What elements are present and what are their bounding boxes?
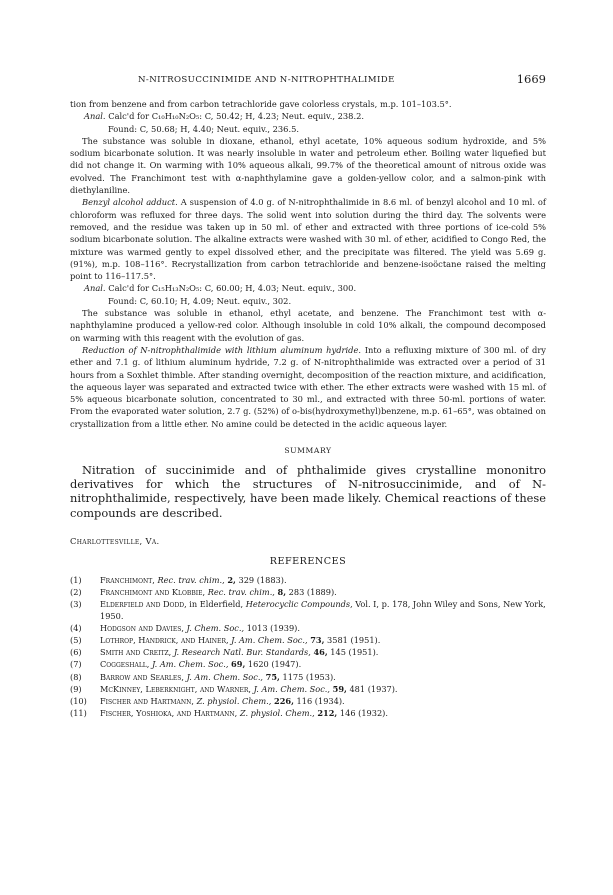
analysis-calculated-text-2: Calc'd for C₁₅H₁₃N₂O₅: C, 60.00; H, 4.03; Neut. equiv., 300.	[105, 283, 357, 294]
paragraph-solubility: The substance was soluble in dioxane, ethanol, ethyl acetate, 10% aqueous sodium hydroxide, and 5% sodium bicarbonate solution. It was nearly insoluble in water and petroleum ether. Boiling water liquefied but did not change it. On warming with 10% aqueous alkali, 99.7% of the theoretical amount of nitrous oxide was evolved. The Franchimont test with α-naphthylamine gave a golden-yellow color, and a salmon-pink with diethylaniline.	[70, 135, 546, 196]
analysis-found-2: Found: C, 60.10; H, 4.09; Neut. equiv., 302.	[108, 295, 292, 306]
summary-text: Nitration of succinimide and of phthalimide gives crystalline mononitro derivatives for which the structures of N-nitrosuccinimide, and of N-nitrophthalimide, respectively, have been made likely. Chemical reactions of these compounds are described.	[70, 463, 546, 520]
page-number: 1669	[516, 72, 546, 86]
analysis-calculated	[70, 110, 546, 122]
reference-item: (3) Elderfield and Dodd, in Elderfield, Heterocyclic Compounds, Vol. I, p. 178, John Wiley and Sons, New York, 1950.	[70, 599, 546, 622]
analysis-calculated-text: Calc'd for C₁₀H₁₀N₂O₅: C, 50.42; H, 4.23; Neut. equiv., 238.2.	[105, 111, 365, 122]
reduction-heading: Reduction of N-nitrophthalimide with lithium aluminum hydride.	[82, 344, 361, 355]
paragraph-benzyl-adduct	[70, 196, 546, 282]
benzyl-adduct-text: A suspension of 4.0 g. of N-nitrophthalimide in 8.6 ml. of benzyl alcohol and 10 ml. of chloroform was refluxed for three days. The solid went into solution during the third day. The solvents were removed, and the residue was taken up in 50 ml. of ether and extracted with three portions of ice-cold 5% sodium bicarbonate solution. The alkaline extracts were washed with 30 ml. of ether, acidified to Congo Red, the mixture was warmed gently to expel dissolved ether, and the precipitate was filtered. The yield was 5.69 g. (91%), m.p. 108–116°. Recrystallization from carbon tetrachloride and benzene-isoöctane raised the melting point to 116–117.5°.	[70, 197, 546, 282]
references-heading: REFERENCES	[269, 555, 347, 567]
reference-item: (9) McKinney, Leberknight, and Warner, J. Am. Chem. Soc., 59, 481 (1937).	[70, 683, 398, 694]
reference-item: (6) Smith and Creitz, J. Research Natl. Bur. Standards, 46, 145 (1951).	[70, 647, 379, 658]
experimental-text	[70, 98, 546, 430]
analysis-calculated-2	[70, 282, 546, 294]
reference-item: (11) Fischer, Yoshioka, and Hartmann, Z. physiol. Chem., 212, 146 (1932).	[70, 707, 388, 718]
summary-heading: SUMMARY	[284, 446, 332, 456]
benzyl-adduct-heading: Benzyl alcohol adduct.	[82, 197, 178, 208]
journal-page	[70, 72, 546, 719]
paragraph-continuation: tion from benzene and from carbon tetrachloride gave colorless crystals, m.p. 101–103.5°.	[70, 99, 452, 109]
author-location: Charlottesville, Va.	[70, 535, 160, 546]
reference-item: (5) Lothrop, Handrick, and Hainer, J. Am. Chem. Soc., 73, 3581 (1951).	[70, 635, 381, 646]
reference-item: (1) Franchimont, Rec. trav. chim., 2, 329 (1883).	[70, 574, 287, 585]
paragraph-reduction	[70, 344, 546, 430]
reduction-text: Into a refluxing mixture of 300 ml. of dry ether and 7.1 g. of lithium aluminum hydride, 7.2 g. of N-nitrophthalimide was extracted over a period of 31 hours from a Soxhlet thimble. After standing overnight, decomposition of the reaction mixture, and acidification, the aqueous layer was separated and extracted twice with ether. The ether extracts were washed with 15 ml. of 5% aqueous bicarbonate solution, concentrated to 30 ml., and extracted with three 50-ml. portions of water. From the evaporated water solution, 2.7 g. (52%) of o-bis(hydroxymethyl)benzene, m.p. 61–65°, was obtained on crystallization from a little ether. No amine could be detected in the acidic aqueous layer.	[70, 344, 546, 429]
reference-item: (8) Barrow and Searles, J. Am. Chem. Soc., 75, 1175 (1953).	[70, 671, 336, 682]
analysis-found: Found: C, 50.68; H, 4.40; Neut. equiv., 236.5.	[108, 123, 300, 134]
reference-item: (7) Coggeshall, J. Am. Chem. Soc., 69, 1620 (1947).	[70, 659, 302, 670]
running-title: N-NITROSUCCINIMIDE AND N-NITROPHTHALIMIDE	[138, 75, 395, 85]
running-header	[70, 72, 546, 90]
reference-list	[70, 574, 546, 719]
analysis-label-2: Anal.	[84, 283, 106, 294]
reference-item: (10) Fischer and Hartmann, Z. physiol. Chem., 226, 116 (1934).	[70, 695, 345, 706]
paragraph-adduct-properties: The substance was soluble in ethanol, ethyl acetate, and benzene. The Franchimont test with α-naphthylamine produced a yellow-red color. Although insoluble in cold 10% alkali, the compound decomposed on warming with this reagent with the evolution of gas.	[70, 308, 546, 343]
reference-item: (2) Franchimont and Klobbie, Rec. trav. chim., 8, 283 (1889).	[70, 586, 337, 597]
analysis-label: Anal.	[84, 111, 106, 122]
reference-item: (4) Hodgson and Davies, J. Chem. Soc., 1013 (1939).	[70, 623, 300, 634]
